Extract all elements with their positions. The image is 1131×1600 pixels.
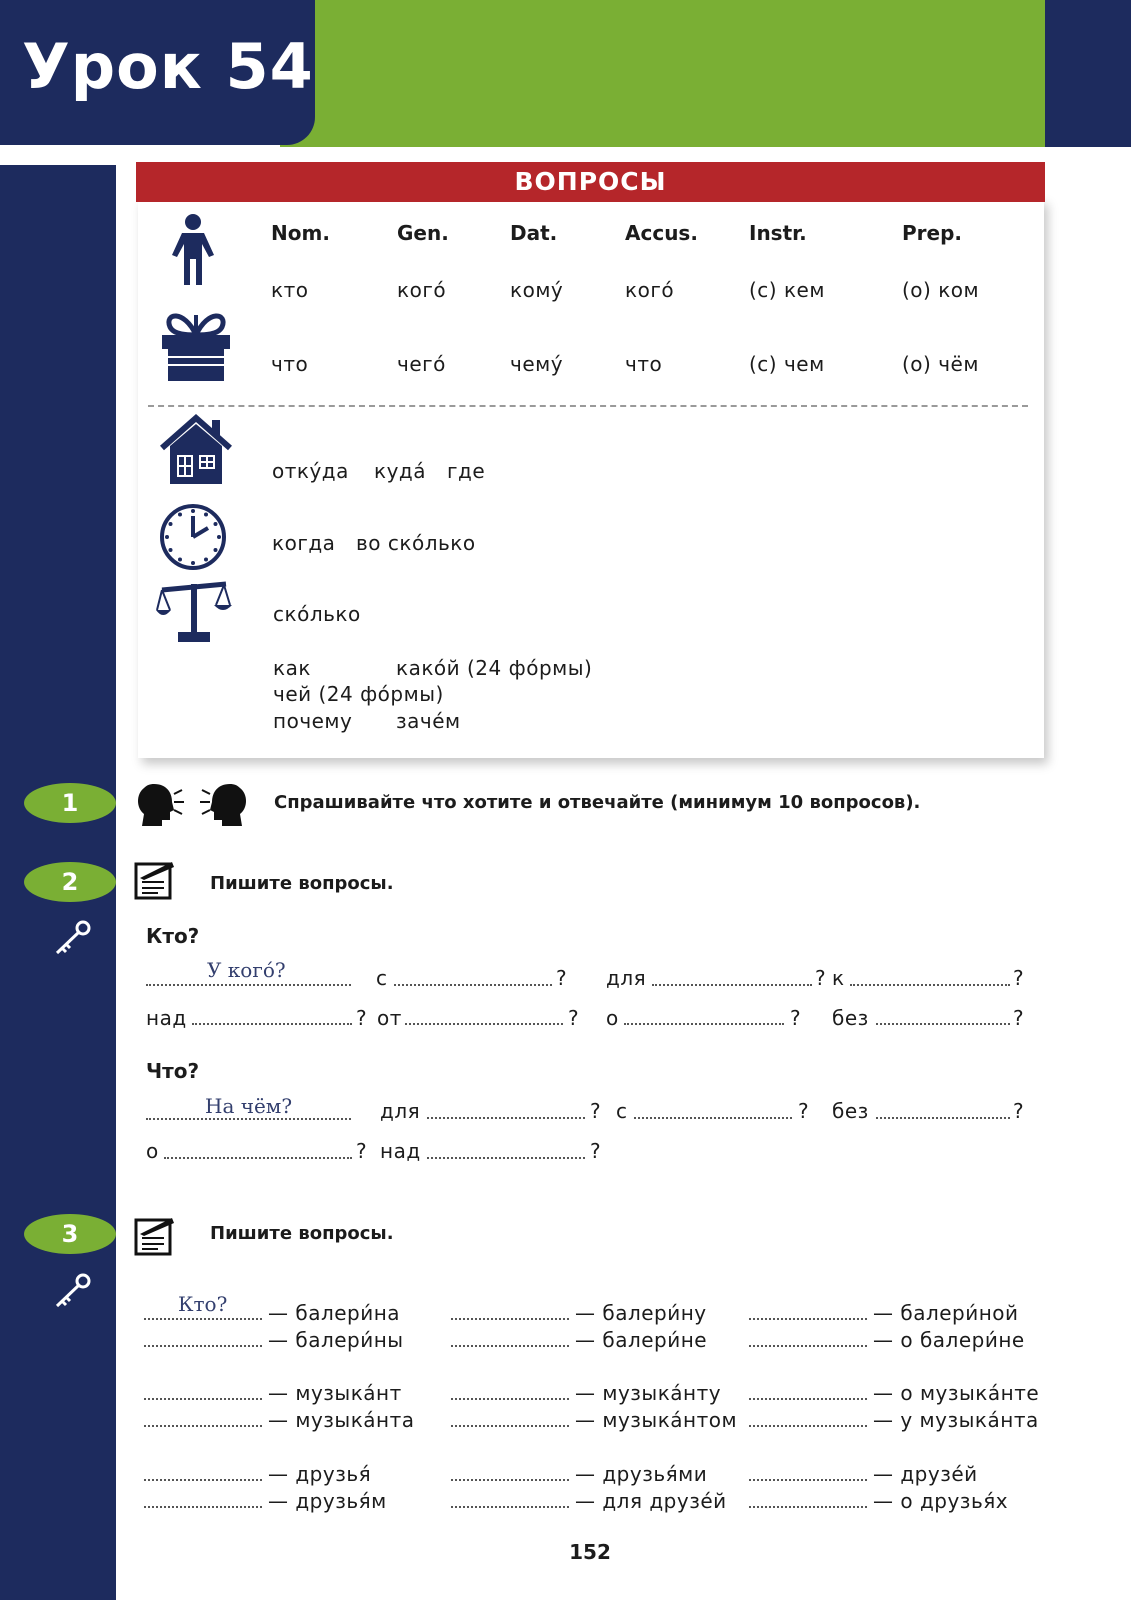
person-gen: кого́ xyxy=(397,278,447,302)
ex3-item: — музыка́нт xyxy=(268,1381,402,1405)
word-kak: как xyxy=(273,656,311,680)
word-pochemu: почему xyxy=(273,709,353,733)
answer-line[interactable] xyxy=(394,984,552,986)
question-mark: ? xyxy=(556,966,568,990)
answer-line[interactable] xyxy=(451,1425,569,1427)
house-icon xyxy=(158,414,234,486)
place-otkuda: отку́да xyxy=(272,459,349,483)
question-mark: ? xyxy=(356,1139,368,1163)
place-kuda: куда́ xyxy=(374,459,426,483)
scales-icon xyxy=(156,580,232,644)
ex3-item: — о музыка́нте xyxy=(873,1381,1040,1405)
answer-line[interactable] xyxy=(634,1117,792,1119)
person-dat: кому́ xyxy=(510,278,564,302)
case-header-gen: Gen. xyxy=(397,221,449,245)
answer-line[interactable] xyxy=(144,1425,262,1427)
answer-line[interactable] xyxy=(146,984,351,986)
ex3-item: — балери́не xyxy=(575,1328,708,1352)
word-chey: чей (24 фо́рмы) xyxy=(273,682,444,706)
time-vo-skolko: во ско́лько xyxy=(356,531,476,555)
page-number: 152 xyxy=(569,1540,611,1564)
case-header-dat: Dat. xyxy=(510,221,558,245)
writing-icon xyxy=(134,858,176,900)
chto-prep-o: о xyxy=(146,1139,159,1163)
dialogue-icon xyxy=(134,782,250,828)
question-mark: ? xyxy=(815,966,827,990)
answer-line[interactable] xyxy=(164,1157,352,1159)
answer-line[interactable] xyxy=(144,1479,262,1481)
answer-line[interactable] xyxy=(876,1117,1010,1119)
person-icon xyxy=(170,213,216,287)
table-divider xyxy=(148,405,1028,407)
ex3-item: — балери́ну xyxy=(575,1301,707,1325)
exercise-3-instruction: Пишите вопросы. xyxy=(210,1223,394,1244)
kto-prep-dlya: для xyxy=(606,966,647,990)
answer-line[interactable] xyxy=(192,1023,352,1025)
answer-line[interactable] xyxy=(749,1318,867,1320)
question-mark: ? xyxy=(568,1006,580,1030)
question-mark: ? xyxy=(1013,1006,1025,1030)
answer-line[interactable] xyxy=(749,1479,867,1481)
kto-handwritten-answer: У кого́? xyxy=(207,958,286,982)
answer-line[interactable] xyxy=(144,1398,262,1400)
ex3-item: — для друзе́й xyxy=(575,1489,727,1513)
question-mark: ? xyxy=(798,1099,810,1123)
question-mark: ? xyxy=(1013,966,1025,990)
question-mark: ? xyxy=(356,1006,368,1030)
answer-line[interactable] xyxy=(876,1023,1010,1025)
kto-prep-ot: от xyxy=(377,1006,402,1030)
ex3-item: — музыка́нта xyxy=(268,1408,415,1432)
header-navy-corner xyxy=(1045,0,1131,147)
key-icon xyxy=(54,920,92,956)
question-mark: ? xyxy=(590,1099,602,1123)
kto-prep-k: к xyxy=(832,966,845,990)
thing-accus: что xyxy=(625,352,663,376)
answer-line[interactable] xyxy=(749,1425,867,1427)
ex3-item: — друзе́й xyxy=(873,1462,978,1486)
answer-line[interactable] xyxy=(451,1345,569,1347)
question-mark: ? xyxy=(590,1139,602,1163)
answer-line[interactable] xyxy=(451,1318,569,1320)
ex3-item: — балери́на xyxy=(268,1301,401,1325)
case-header-instr: Instr. xyxy=(749,221,807,245)
ex3-item: — музыка́нту xyxy=(575,1381,722,1405)
time-kogda: когда xyxy=(272,531,336,555)
box-title: ВОПРОСЫ xyxy=(136,162,1045,202)
answer-line[interactable] xyxy=(144,1506,262,1508)
thing-prep: (о) чём xyxy=(902,352,979,376)
ex3-item: — балери́ны xyxy=(268,1328,404,1352)
thing-gen: чего́ xyxy=(397,352,446,376)
ex3-item: — у музыка́нта xyxy=(873,1408,1039,1432)
person-prep: (о) ком xyxy=(902,278,980,302)
answer-line[interactable] xyxy=(405,1023,563,1025)
answer-line[interactable] xyxy=(451,1479,569,1481)
case-header-prep: Prep. xyxy=(902,221,962,245)
header-green-band xyxy=(280,0,1045,147)
chto-prep-nad: над xyxy=(380,1139,421,1163)
ex3-item: — балери́ной xyxy=(873,1301,1019,1325)
case-header-accus: Accus. xyxy=(625,221,698,245)
chto-prep-dlya: для xyxy=(380,1099,421,1123)
answer-line[interactable] xyxy=(427,1157,585,1159)
answer-line[interactable] xyxy=(144,1318,262,1320)
word-zachem: заче́м xyxy=(396,709,461,733)
question-mark: ? xyxy=(790,1006,802,1030)
thing-nom: что xyxy=(271,352,309,376)
thing-dat: чему́ xyxy=(510,352,564,376)
kto-label: Кто? xyxy=(146,924,200,948)
ex3-handwritten-answer: Кто? xyxy=(178,1292,228,1316)
answer-line[interactable] xyxy=(850,984,1010,986)
key-icon xyxy=(54,1273,92,1309)
ex3-item: — друзья́ми xyxy=(575,1462,708,1486)
exercise-1-number: 1 xyxy=(24,783,116,823)
exercise-3-number: 3 xyxy=(24,1214,116,1254)
case-header-nom: Nom. xyxy=(271,221,330,245)
ex3-item: — друзья́м xyxy=(268,1489,387,1513)
thing-instr: (с) чем xyxy=(749,352,825,376)
ex3-item: — музыка́нтом xyxy=(575,1408,738,1432)
chto-prep-bez: без xyxy=(832,1099,869,1123)
chto-label: Что? xyxy=(146,1059,200,1083)
exercise-1-instruction: Спрашивайте что хотите и отвечайте (минимум 10 вопросов). xyxy=(274,792,921,813)
exercise-2-instruction: Пишите вопросы. xyxy=(210,873,394,894)
place-gde: где xyxy=(447,459,486,483)
answer-line[interactable] xyxy=(749,1398,867,1400)
ex3-item: — друзья́ xyxy=(268,1462,372,1486)
writing-icon xyxy=(134,1214,176,1256)
chto-prep-s: с xyxy=(616,1099,628,1123)
ex3-item: — о друзья́х xyxy=(873,1489,1009,1513)
word-kakoy: како́й (24 фо́рмы) xyxy=(396,656,593,680)
answer-line[interactable] xyxy=(451,1506,569,1508)
ex3-item: — о балери́не xyxy=(873,1328,1025,1352)
kto-prep-o: о xyxy=(606,1006,619,1030)
lesson-title: Урок 54 xyxy=(22,30,314,103)
answer-line[interactable] xyxy=(146,1118,351,1120)
answer-line[interactable] xyxy=(427,1117,585,1119)
answer-line[interactable] xyxy=(624,1023,784,1025)
question-mark: ? xyxy=(1013,1099,1025,1123)
exercise-2-number: 2 xyxy=(24,862,116,902)
person-accus: кого́ xyxy=(625,278,675,302)
clock-icon xyxy=(158,502,228,572)
kto-prep-s: с xyxy=(376,966,388,990)
answer-line[interactable] xyxy=(652,984,812,986)
kto-prep-bez: без xyxy=(832,1006,869,1030)
person-nom: кто xyxy=(271,278,309,302)
person-instr: (с) кем xyxy=(749,278,825,302)
answer-line[interactable] xyxy=(749,1506,867,1508)
gift-icon xyxy=(160,305,232,383)
answer-line[interactable] xyxy=(749,1345,867,1347)
answer-line[interactable] xyxy=(451,1398,569,1400)
answer-line[interactable] xyxy=(144,1345,262,1347)
kto-prep-nad: над xyxy=(146,1006,187,1030)
chto-handwritten-answer: На чём? xyxy=(205,1094,293,1118)
quantity-skolko: ско́лько xyxy=(273,602,361,626)
